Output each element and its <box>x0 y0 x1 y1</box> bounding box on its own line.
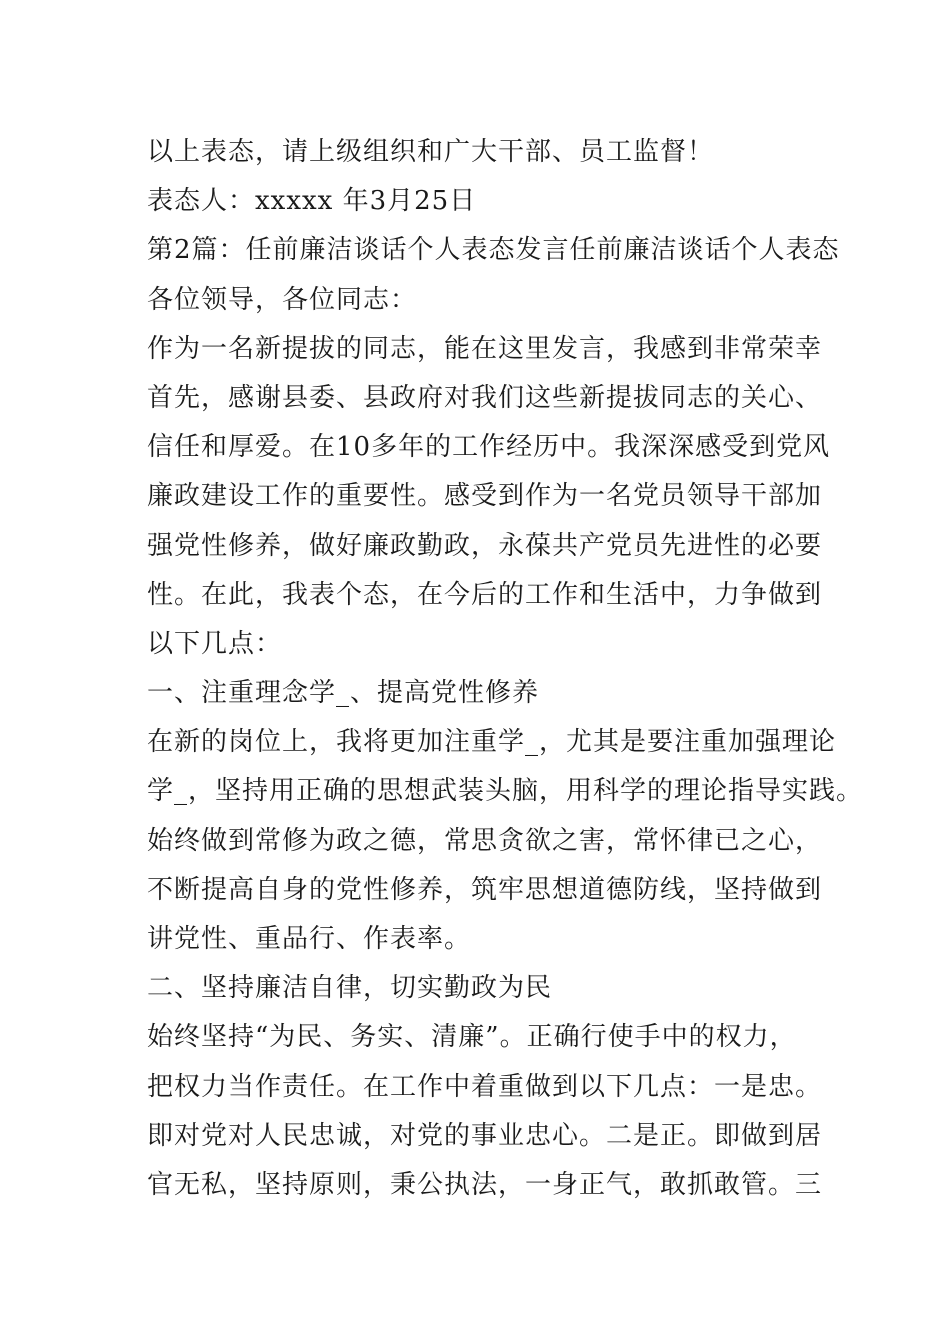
text-line: 讲党性、重品行、作表率。 <box>147 924 472 954</box>
text-line: 始终做到常修为政之德，常思贪欲之害，常怀律已之心， <box>147 825 823 856</box>
document-body <box>147 128 864 1210</box>
text-line: 廉政建设工作的重要性。感受到作为一名党员领导干部加 <box>147 481 823 512</box>
text-line: 把权力当作责任。在工作中着重做到以下几点：一是忠。 <box>147 1071 823 1102</box>
text-line: 始终坚持“为民、务实、清廉”。正确行使手中的权力， <box>147 1022 797 1053</box>
subheading: 二、坚持廉洁自律，切实勤政为民 <box>147 973 553 1004</box>
text-line: 强党性修养，做好廉政勤政，永葆共产党员先进性的必要 <box>147 530 823 561</box>
text-line: 信任和厚爱。在10多年的工作经历中。我深深感受到党风 <box>147 432 831 463</box>
text-line: 作为一名新提拔的同志，能在这里发言，我感到非常荣幸 <box>147 333 823 364</box>
text-line: 首先，感谢县委、县政府对我们这些新提拔同志的关心、 <box>147 382 823 413</box>
text-line: 以上表态，请上级组织和广大干部、员工监督！ <box>147 137 715 167</box>
text-line: 不断提高自身的党性修养，筑牢思想道德防线，坚持做到 <box>147 874 823 905</box>
text-line: 学_，坚持用正确的思想武装头脑，用科学的理论指导实践。 <box>147 776 864 807</box>
section-heading: 第2篇：任前廉洁谈话个人表态发言任前廉洁谈话个人表态 <box>147 235 840 266</box>
text-line: 在新的岗位上，我将更加注重学_，尤其是要注重加强理论 <box>147 727 837 758</box>
text-line: 表态人：xxxxx 年3月25日 <box>147 186 477 217</box>
text-line: 各位领导，各位同志： <box>147 284 418 315</box>
text-line: 即对党对人民忠诚，对党的事业忠心。二是正。即做到居 <box>147 1120 823 1151</box>
text-line: 性。在此，我表个态，在今后的工作和生活中，力争做到 <box>147 579 823 610</box>
text-line: 官无私，坚持原则，秉公执法，一身正气，敢抓敢管。三 <box>147 1169 823 1200</box>
subheading: 一、注重理念学_、提高党性修养 <box>147 678 540 709</box>
text-line: 以下几点： <box>147 628 283 659</box>
